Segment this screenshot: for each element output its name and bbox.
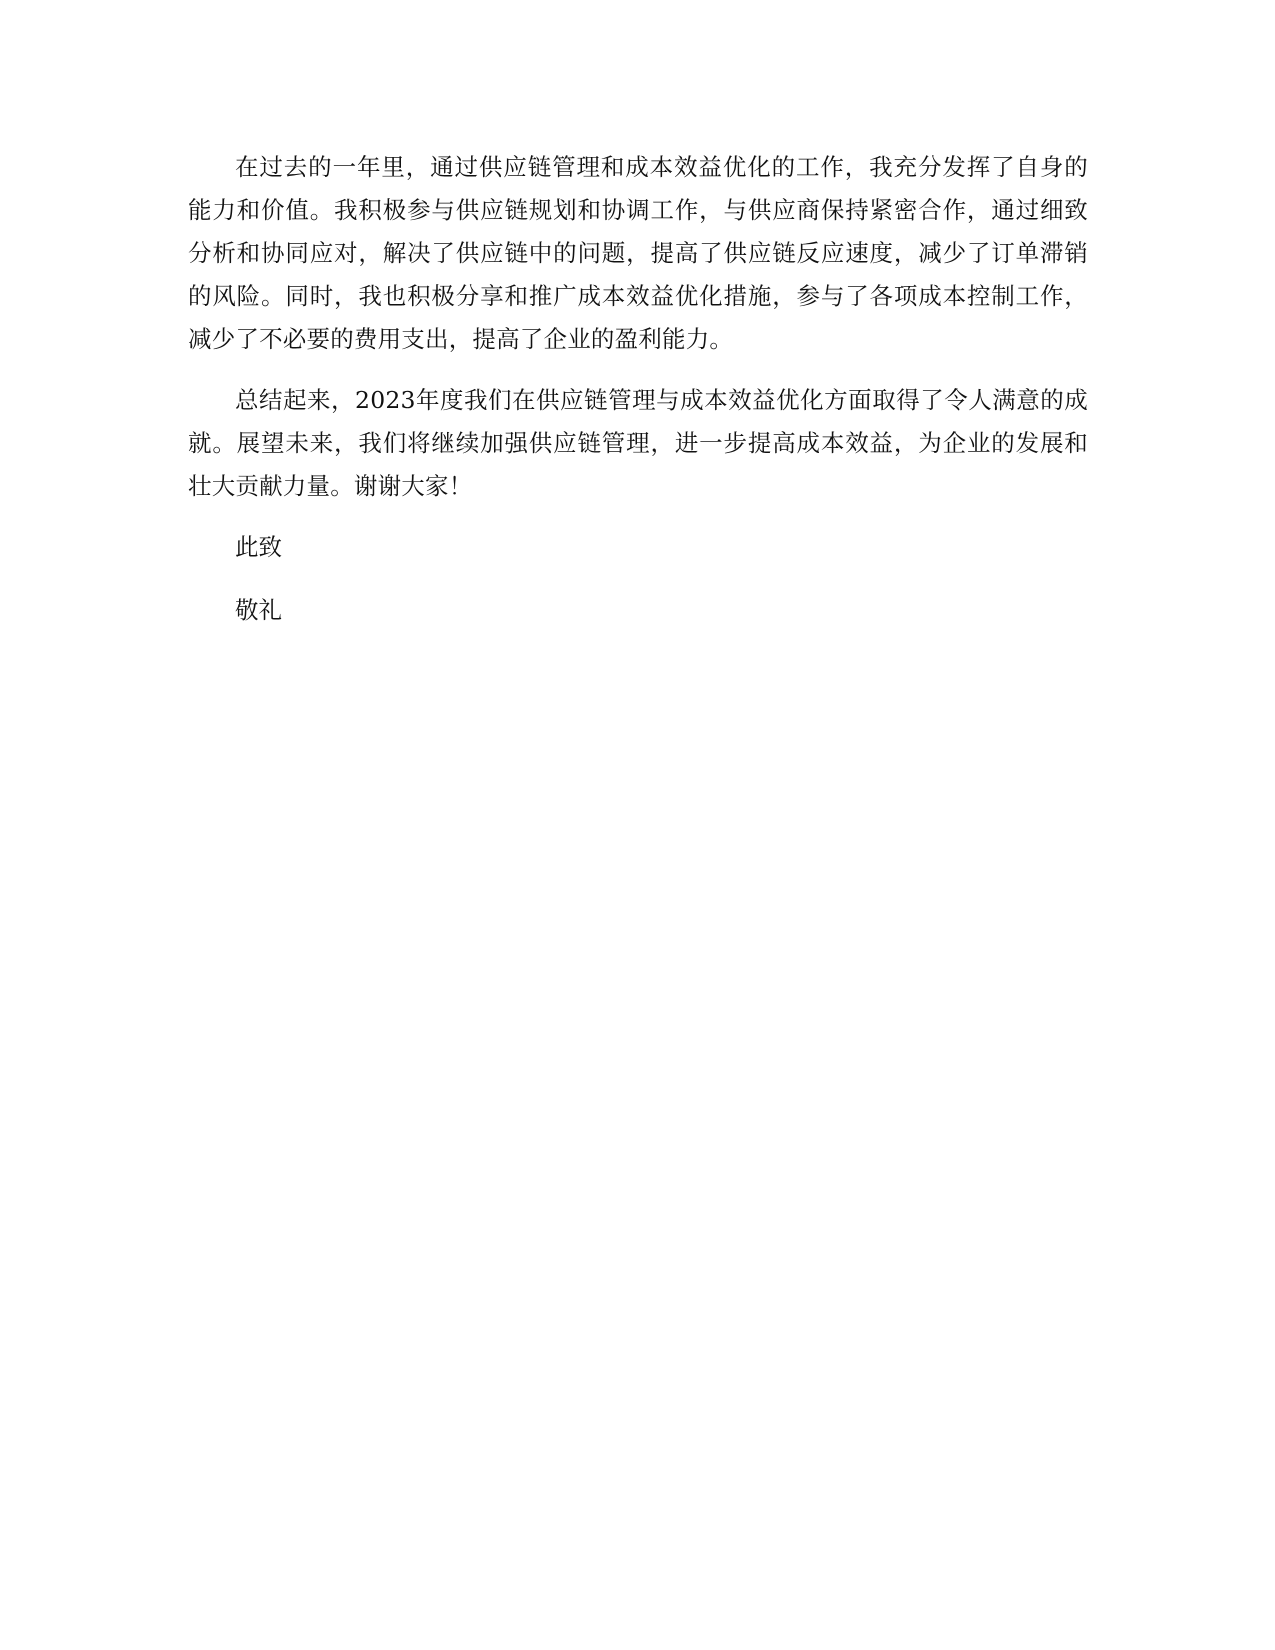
paragraph-conclusion: 总结起来，2023年度我们在供应链管理与成本效益优化方面取得了令人满意的成就。展望未来，我们将继续加强供应链管理，进一步提高成本效益，为企业的发展和壮大贡献力量。谢谢大家！ <box>188 386 1088 500</box>
closing-regards: 敬礼 <box>235 596 282 624</box>
paragraph-work-summary: 在过去的一年里，通过供应链管理和成本效益优化的工作，我充分发挥了自身的能力和价值。我积极参与供应链规划和协调工作，与供应商保持紧密合作，通过细致分析和协同应对，解决了供应链中的问题，提高了供应链反应速度，减少了订单滞销的风险。同时，我也积极分享和推广成本效益优化措施，参与了各项成本控制工作，减少了不必要的费用支出，提高了企业的盈利能力。 <box>188 153 1088 353</box>
document-page <box>188 146 1088 652</box>
closing-salutation: 此致 <box>235 533 282 561</box>
